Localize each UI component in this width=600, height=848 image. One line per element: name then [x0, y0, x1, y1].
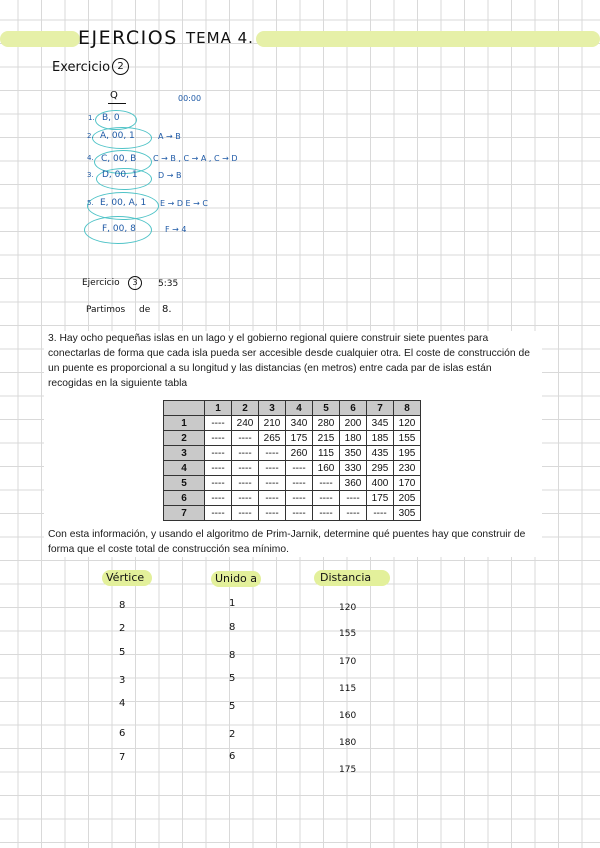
- table-cell: ----: [205, 476, 232, 491]
- distance-value: 180: [339, 738, 357, 748]
- problem-intro: 3. Hay ocho pequeñas islas en un lago y el gobierno regional quiere construir siete puentes para conectarlas de forma que cada isla pueda ser accesible desde cualquier otra. El coste de construcción de un puente es proporcional a su longitud y las distancias (en metros) entre cada par de islas están recogidas en la siguiente tabla: [48, 333, 530, 389]
- table-cell: 180: [340, 431, 367, 446]
- table-column-header: 1: [205, 401, 232, 416]
- table-cell: 240: [232, 416, 259, 431]
- vertex-value: 4: [119, 698, 126, 709]
- table-row-header: 1: [164, 416, 205, 431]
- step-note-3: D → B: [158, 171, 182, 180]
- exercise-2-label: Exercicio: [52, 60, 111, 75]
- step-node-1: B, 0: [102, 113, 120, 123]
- table-cell: ----: [232, 431, 259, 446]
- table-cell: ----: [340, 491, 367, 506]
- joined-header: Unido a: [215, 572, 258, 585]
- joined-value: 8: [229, 622, 236, 633]
- table-cell: ----: [205, 431, 232, 446]
- vertex-value: 5: [119, 647, 126, 658]
- table-cell: 230: [394, 461, 421, 476]
- table-row: [164, 506, 421, 521]
- table-cell: 205: [394, 491, 421, 506]
- table-cell: 215: [313, 431, 340, 446]
- table-cell: 330: [340, 461, 367, 476]
- joined-value: 6: [229, 751, 236, 762]
- table-row-header: 4: [164, 461, 205, 476]
- step-order-4: 4.: [87, 154, 94, 162]
- distance-value: 170: [339, 657, 357, 667]
- table-corner: [164, 401, 205, 416]
- table-cell: 360: [340, 476, 367, 491]
- table-cell: 170: [394, 476, 421, 491]
- table-cell: ----: [232, 506, 259, 521]
- table-cell: 345: [367, 416, 394, 431]
- table-column-header: 8: [394, 401, 421, 416]
- step-order-3: 3.: [87, 171, 94, 179]
- table-cell: ----: [259, 491, 286, 506]
- table-cell: ----: [232, 476, 259, 491]
- vertex-value: 7: [119, 752, 126, 763]
- table-cell: 200: [340, 416, 367, 431]
- table-cell: 295: [367, 461, 394, 476]
- step-node-4: C, 00, B: [101, 154, 137, 164]
- exercise-2-time: 00:00: [178, 94, 202, 103]
- table-column-header: 6: [340, 401, 367, 416]
- distance-value: 120: [339, 603, 357, 613]
- table-cell: ----: [259, 446, 286, 461]
- exercise-3-note-de: de: [139, 305, 151, 315]
- table-row-header: 6: [164, 491, 205, 506]
- table-cell: 305: [394, 506, 421, 521]
- vertex-value: 6: [119, 728, 126, 739]
- table-cell: ----: [205, 506, 232, 521]
- distance-value: 160: [339, 711, 357, 721]
- table-cell: 260: [286, 446, 313, 461]
- distance-header: Distancia: [320, 571, 372, 584]
- step-node-2: A, 00, 1: [100, 131, 135, 141]
- table-row-header: 5: [164, 476, 205, 491]
- exercise-3-note-value: 8.: [162, 304, 172, 315]
- table-cell: ----: [286, 506, 313, 521]
- table-cell: ----: [367, 506, 394, 521]
- step-order-2: 2.: [87, 132, 94, 140]
- table-cell: ----: [313, 506, 340, 521]
- table-row: [164, 476, 421, 491]
- table-cell: ----: [259, 476, 286, 491]
- distance-value: 155: [339, 629, 357, 639]
- table-cell: ----: [286, 491, 313, 506]
- table-cell: ----: [286, 476, 313, 491]
- table-cell: ----: [340, 506, 367, 521]
- table-column-header: 2: [232, 401, 259, 416]
- table-row: [164, 416, 421, 431]
- table-row: [164, 461, 421, 476]
- table-cell: ----: [232, 491, 259, 506]
- step-order-5: 5.: [87, 199, 94, 207]
- distance-table: [163, 400, 421, 521]
- table-cell: ----: [259, 461, 286, 476]
- joined-value: 1: [229, 598, 236, 609]
- exercise-3-label: Ejercicio: [82, 278, 120, 288]
- table-row-header: 7: [164, 506, 205, 521]
- table-cell: 340: [286, 416, 313, 431]
- table-row: [164, 446, 421, 461]
- page-topic: TEMA 4.: [186, 29, 254, 47]
- distance-value: 115: [339, 684, 357, 694]
- vertex-header: Vértice: [106, 571, 145, 584]
- vertex-value: 3: [119, 675, 126, 686]
- table-cell: 120: [394, 416, 421, 431]
- step-node-6: F, 00, 8: [102, 224, 136, 234]
- joined-value: 5: [229, 673, 236, 684]
- table-cell: 195: [394, 446, 421, 461]
- table-cell: 210: [259, 416, 286, 431]
- table-column-header: 5: [313, 401, 340, 416]
- step-order-1: 1.: [88, 114, 95, 122]
- queue-heading: Q: [108, 90, 126, 104]
- table-cell: 280: [313, 416, 340, 431]
- table-row: [164, 431, 421, 446]
- table-cell: ----: [232, 446, 259, 461]
- joined-value: 5: [229, 701, 236, 712]
- step-note-6: F → 4: [165, 225, 187, 234]
- step-note-2: A → B: [158, 132, 181, 141]
- table-cell: 175: [286, 431, 313, 446]
- table-cell: ----: [205, 446, 232, 461]
- table-column-header: 4: [286, 401, 313, 416]
- table-cell: 185: [367, 431, 394, 446]
- table-cell: 155: [394, 431, 421, 446]
- distance-value: 175: [339, 765, 357, 775]
- page-title: EJERCIOS: [78, 27, 178, 49]
- table-cell: ----: [259, 506, 286, 521]
- exercise-3-number: 3: [128, 276, 142, 290]
- table-cell: 350: [340, 446, 367, 461]
- table-cell: 435: [367, 446, 394, 461]
- step-node-3: D, 00, 1: [102, 170, 138, 180]
- table-cell: ----: [232, 461, 259, 476]
- step-node-5: E, 00, A, 1: [100, 198, 147, 208]
- table-header-row: [164, 401, 421, 416]
- table-cell: 265: [259, 431, 286, 446]
- table-cell: ----: [205, 461, 232, 476]
- problem-question: Con esta información, y usando el algoritmo de Prim-Jarnik, determine qué puentes hay que construir de forma que el coste total de construcción sea mínimo.: [48, 529, 526, 555]
- table-row-header: 2: [164, 431, 205, 446]
- table-row: [164, 491, 421, 506]
- table-cell: 160: [313, 461, 340, 476]
- table-cell: 400: [367, 476, 394, 491]
- table-cell: 115: [313, 446, 340, 461]
- exercise-3-note-word: Partimos: [86, 305, 126, 315]
- table-row-header: 3: [164, 446, 205, 461]
- vertex-value: 8: [119, 600, 126, 611]
- table-cell: 175: [367, 491, 394, 506]
- problem-statement: [44, 331, 542, 557]
- table-cell: ----: [313, 491, 340, 506]
- table-column-header: 7: [367, 401, 394, 416]
- exercise-3-time: 5:35: [158, 279, 179, 289]
- joined-value: 8: [229, 650, 236, 661]
- table-column-header: 3: [259, 401, 286, 416]
- vertex-value: 2: [119, 623, 126, 634]
- title-highlight-right: [256, 31, 600, 47]
- table-cell: ----: [205, 491, 232, 506]
- step-note-5: E → D E → C: [160, 199, 208, 208]
- title-highlight-left: [0, 31, 80, 47]
- step-note-4: C → B , C → A , C → D: [153, 154, 238, 163]
- exercise-2-number: 2: [112, 58, 129, 75]
- table-cell: ----: [205, 416, 232, 431]
- table-cell: ----: [286, 461, 313, 476]
- joined-value: 2: [229, 729, 236, 740]
- table-cell: ----: [313, 476, 340, 491]
